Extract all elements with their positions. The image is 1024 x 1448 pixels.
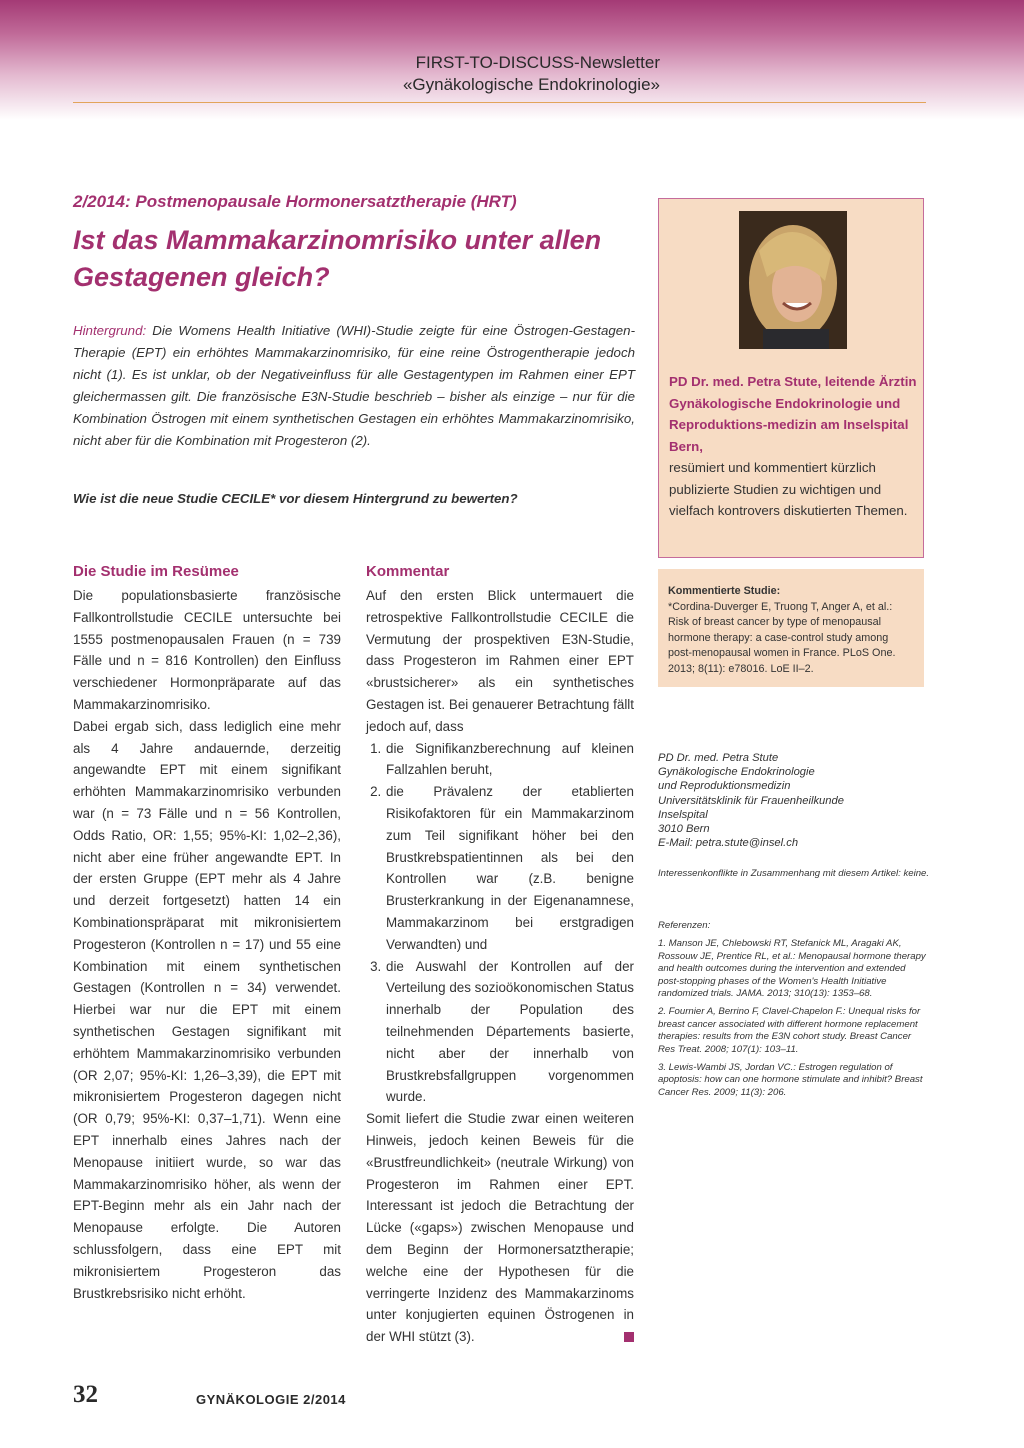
journal-footer: GYNÄKOLOGIE 2/2014 (196, 1392, 346, 1407)
commented-study-box (658, 569, 924, 687)
lead-question: Wie ist die neue Studie CECILE* vor diesem Hintergrund zu bewerten? (73, 491, 518, 506)
reference-item: 2. Fournier A, Berrino F, Clavel-Chapelon F.: Unequal risks for breast cancer associated with different hormone replacement therapies: results from the E3N cohort study. Breast Cancer Res Treat. 2008; 107(1): 103–11. (658, 1006, 921, 1055)
author-role-text: resümiert und kommentiert kürzlich publizierte Studien zu wichtigen und vielfach kontrovers diskutierten Themen. (669, 460, 908, 518)
newsletter-title (300, 52, 660, 96)
reference-item: 1. Manson JE, Chlebowski RT, Stefanick ML, Aragaki AK, Rossouw JE, Prentice RL, et al.: Menopausal hormone therapy and health outcomes during the intervention and extended post-stopping phases of the Women's Health Initiative randomized trials. JAMA. 2013; 310(13): 1353–68. (658, 938, 926, 1000)
list-item: 2. die Prävalenz der etablierten Risikofaktoren für ein Mammakarzinom zum Teil signifikant höher bei den Brustkrebspatientinnen als bei den Kontrollen war (z.B. benigne Brusterkrankung in der Eigenanamnese, Mammakarzinom bei erstgradigen Verwandten) und (385, 781, 634, 955)
author-name: PD Dr. med. Petra Stute, leitende Ärztin Gynäkologische Endokrinologie und Reproduktions-medizin am Inselspital Bern, (669, 374, 917, 454)
article-headline: Ist das Mammakarzinomrisiko unter allen Gestagenen gleich? (73, 225, 602, 292)
commentary-paragraph: Auf den ersten Blick untermauert die retrospektive Fallkontrollstudie CECILE die Vermutung der prospektiven E3N-Studie, dass Progesteron im Rahmen einer EPT «brustsicherer» als ein synthetisches Gestagen ist. Bei genauerer Betrachtung fällt jedoch auf, dass (366, 588, 634, 734)
conflict-of-interest: Interessenkonflikte in Zusammenhang mit diesem Artikel: keine. (658, 868, 930, 879)
commentary-paragraph (366, 1108, 634, 1348)
commented-study-citation: *Cordina-Duverger E, Truong T, Anger A, et al.: Risk of breast cancer by type of menopausal hormone therapy: a case-control study among post-menopausal women in France. PLoS One. 2013; 8(11): e78016. LoE II–2. (668, 600, 896, 675)
contact-email: E-Mail: petra.stute@insel.ch (658, 837, 799, 850)
intro-paragraph (73, 320, 635, 452)
contact-line: Gynäkologische Endokrinologie (658, 766, 815, 779)
contact-line: Inselspital (658, 808, 708, 821)
references-heading: Referenzen: (658, 920, 711, 931)
summary-paragraph: Dabei ergab sich, dass lediglich eine mehr als 4 Jahre andauernde, derzeitig angewandte EPT mit einem signifikant erhöhten Mammakarzinomrisiko verbunden war (n = 73 Fälle und n = 56 Kontrollen, Odds Ratio, OR: 1,55; 95%-KI: 1,02–2,36), nicht aber eine früher angewandte EPT. In der ersten Gruppe (EPT mehr als 4 Jahre und derzeit fortgesetzt) hatten 14 ein Kombinationspräparat mit mikronisiertem Progesteron (Kontrollen n = 17) und 55 eine Kombination mit einem synthetischen Gestagen (Kontrollen n = 34) verwendet. Hierbei war nur die EPT mit einem synthetischen Gestagen signifikant mit erhöhtem Mammakarzinomrisiko verbunden (OR 2,07; 95%-KI: 1,26–3,39), die EPT mit mikronisiertem Progesteron dagegen nicht (OR 0,79; 95%-KI: 0,37–1,71). Wenn eine EPT innerhalb eines Jahres nach der Menopause initiiert wurde, so war das Mammakarzinomrisiko höher, als wenn der EPT-Beginn mehr als ein Jahr nach der Menopause erfolgte. Die Autoren schlussfolgern, dass eine EPT mit mikronisiertem Progesteron das Brustkrebsrisiko nicht erhöht. (73, 718, 341, 1301)
summary-paragraph: Die populationsbasierte französische Fallkontrollstudie CECILE untersuchte bei 1555 postmenopausalen Frauen (n = 739 Fälle und n = 816 Kontrollen) den Einfluss verschiedener Hormonpräparate auf das Mammakarzinomrisiko. (73, 588, 341, 712)
list-item: 3. die Auswahl der Kontrollen auf der Verteilung des sozioökonomischen Status innerhalb der Population des teilnehmenden Départements basierte, nicht aber der innerhalb von Brustkrebsfallgruppen vorgenommen wurde. (385, 956, 634, 1109)
commentary-closing-text: Somit liefert die Studie zwar einen weiteren Hinweis, jedoch keinen Beweis für die «Brustfreundlichkeit» (neutrale Wirkung) von Progesteron im Rahmen einer EPT. Interessant ist jedoch die Betrachtung der Lücke («gaps») zwischen Menopause und dem Beginn der Hormonersatztherapie; welche eine der Hypothesen für die verringerte Inzidenz des Mammakarzinoms unter konjugierten equinen Östrogenen in der WHI stützt (3). (366, 1111, 634, 1345)
contact-line: und Reproduktionsmedizin (658, 780, 791, 793)
contact-line: 3010 Bern (658, 823, 710, 836)
contact-line: Universitätsklinik für Frauenheilkunde (658, 794, 844, 807)
page-number: 32 (73, 1381, 98, 1408)
author-portrait (739, 211, 847, 349)
commentary-list (366, 738, 634, 1109)
list-item: 1. die Signifikanzberechnung auf kleinen Fallzahlen beruht, (385, 738, 634, 782)
intro-label: Hintergrund: (73, 323, 147, 338)
reference-item: 3. Lewis-Wambi JS, Jordan VC.: Estrogen regulation of apoptosis: how can one hormone stimulate and inhibit? Breast Cancer Res. 2009; 11(3): 206. (658, 1062, 923, 1098)
commented-study-heading: Kommentierte Studie: (668, 585, 781, 597)
author-description (669, 371, 919, 522)
newsletter-title-line2: «Gynäkologische Endokrinologie» (402, 75, 660, 94)
references (658, 920, 926, 1105)
end-of-article-square-icon (624, 1332, 634, 1342)
author-contact (658, 751, 928, 850)
header-divider (73, 102, 926, 103)
summary-column (73, 585, 341, 1304)
author-box (658, 198, 924, 558)
contact-name: PD Dr. med. Petra Stute (658, 752, 779, 764)
commentary-column (366, 585, 634, 1348)
summary-heading: Die Studie im Resümee (73, 563, 239, 580)
intro-text: Die Womens Health Initiative (WHI)-Studie zeigte für eine Östrogen-Gestagen-Therapie (EPT) ein erhöhtes Mammakarzinomrisiko, für eine reine Östrogentherapie jedoch nicht (1). Es ist unklar, ob der Negativeinfluss für alle Gestagentypen im Rahmen einer EPT gleichermassen gilt. Die französische E3N-Studie beschrieb – bisher als einzige – nur für die Kombination Östrogen mit einem synthetischen Gestagen ein erhöhtes Mammakarzinomrisiko, nicht aber für die Kombination mit Progesteron (2). (73, 323, 635, 448)
newsletter-title-line1: FIRST-TO-DISCUSS-Newsletter (415, 53, 660, 72)
commentary-heading: Kommentar (366, 563, 450, 580)
article-kicker: 2/2014: Postmenopausale Hormonersatztherapie (HRT) (73, 192, 517, 211)
